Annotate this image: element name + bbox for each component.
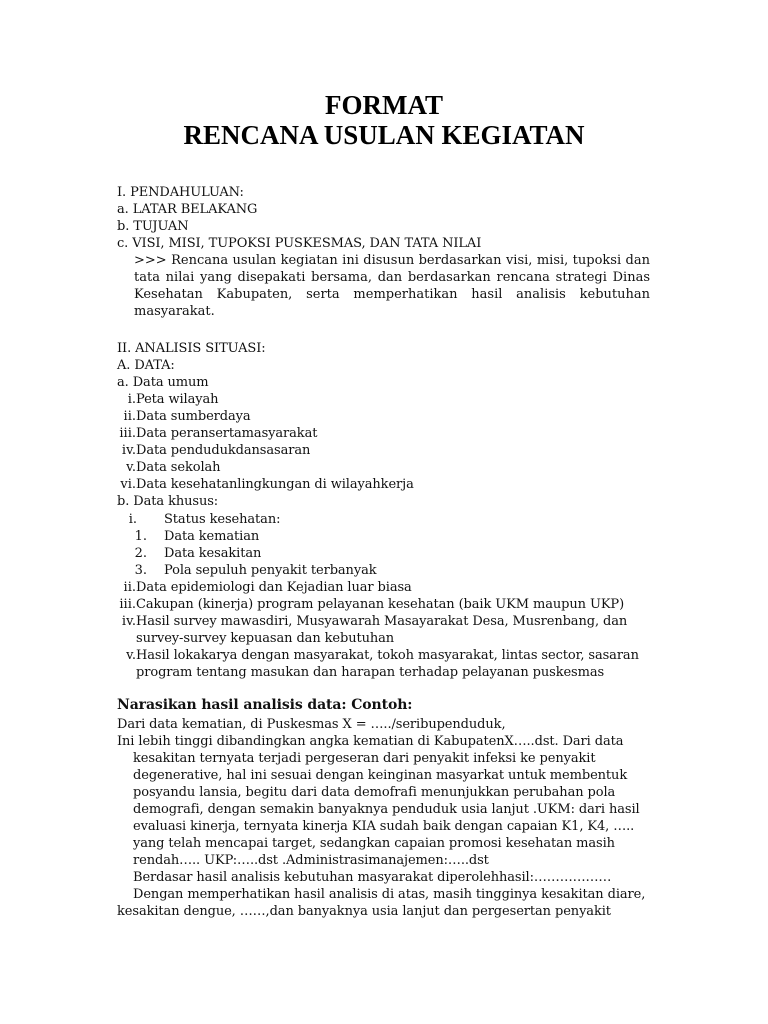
list-number: vi.	[120, 477, 136, 492]
list-number: ii.	[123, 580, 136, 595]
list-item: Data sekolah	[136, 460, 221, 475]
list-item: Hasil survey mawasdiri, Musyawarah Masayarakat Desa, Musrenbang, dan	[136, 614, 628, 629]
list-number: ii.	[123, 409, 136, 424]
item-visi-misi: c. VISI, MISI, TUPOKSI PUSKESMAS, DAN TATA NILAI	[117, 236, 482, 251]
list-item-status-kesehatan: Status kesehatan:	[164, 512, 281, 527]
intro-paragraph	[134, 252, 650, 320]
item-tujuan: b. TUJUAN	[117, 219, 189, 234]
list-number: v.	[126, 460, 136, 475]
narasi-line: Dengan memperhatikan hasil analisis di atas, masih tingginya kesakitan diare,	[133, 887, 646, 902]
item-latar-belakang: a. LATAR BELAKANG	[117, 202, 258, 217]
narasi-line: yang telah mencapai target, sedangkan capaian promosi kesehatan masih	[133, 836, 615, 851]
narasi-line: posyandu lansia, begitu dari data demofrafi menunjukkan perubahan pola	[133, 785, 616, 800]
list-item: Hasil lokakarya dengan masyarakat, tokoh masyarakat, lintas sector, sasaran	[136, 648, 639, 663]
item-data-khusus: b. Data khusus:	[117, 494, 219, 509]
list-number: i.	[128, 512, 137, 527]
narasi-heading: Narasikan hasil analisis data: Contoh:	[117, 697, 413, 713]
list-item: Data epidemiologi dan Kejadian luar biasa	[136, 580, 412, 595]
narasi-line: Berdasar hasil analisis kebutuhan masyarakat diperolehhasil:………………	[133, 870, 612, 885]
section-1-heading: I. PENDAHULUAN:	[117, 185, 244, 200]
paragraph-line: masyarakat.	[134, 304, 215, 319]
list-item: Data pendudukdansasaran	[136, 443, 311, 458]
list-number: iii.	[119, 426, 136, 441]
title-format: FORMAT	[325, 90, 443, 120]
title-rencana-usulan-kegiatan: RENCANA USULAN KEGIATAN	[183, 120, 585, 150]
narasi-line: degenerative, hal ini sesuai dengan keinginan masyarkat untuk membentuk	[133, 768, 628, 783]
list-item: Data kesakitan	[164, 546, 262, 561]
narasi-line: evaluasi kinerja, ternyata kinerja KIA sudah baik dengan capaian K1, K4, …..	[133, 819, 635, 834]
list-number: 1.	[134, 529, 147, 544]
narasi-line: kesakitan dengue, ……,dan banyaknya usia lanjut dan pergesertan penyakit	[117, 904, 611, 919]
list-item: Data kesehatanlingkungan di wilayahkerja	[136, 477, 414, 492]
list-item: Data sumberdaya	[136, 409, 251, 424]
list-item: Data kematian	[164, 529, 260, 544]
list-number: 2.	[134, 546, 147, 561]
list-item: Peta wilayah	[136, 392, 219, 407]
paragraph-line: tata nilai yang disepakati bersama, dan berdasarkan rencana strategi Dinas	[134, 270, 650, 285]
list-number: i.	[127, 392, 136, 407]
item-data: A. DATA:	[117, 358, 175, 373]
list-item: Cakupan (kinerja) program pelayanan kesehatan (baik UKM maupun UKP)	[136, 597, 625, 612]
narasi-line: rendah….. UKP:…..dst .Administrasimanajemen:…..dst	[133, 853, 489, 868]
narasi-line: Ini lebih tinggi dibandingkan angka kematian di KabupatenX…..dst. Dari data	[117, 734, 624, 749]
list-item-continued: survey-survey kepuasan dan kebutuhan	[136, 631, 395, 646]
list-number: 3.	[134, 563, 147, 578]
narasi-line: demografi, dengan semakin banyaknya penduduk usia lanjut .UKM: dari hasil	[133, 802, 640, 817]
narasi-line: kesakitan ternyata terjadi pergeseran dari penyakit infeksi ke penyakit	[133, 751, 596, 766]
list-number: iii.	[119, 597, 136, 612]
list-item-continued: program tentang masukan dan harapan terhadap pelayanan puskesmas	[136, 665, 605, 680]
list-item: Pola sepuluh penyakit terbanyak	[164, 563, 377, 578]
list-item: Data peransertamasyarakat	[136, 426, 318, 441]
list-number: iv.	[121, 443, 136, 458]
list-number: iv.	[121, 614, 136, 629]
narasi-line: Dari data kematian, di Puskesmas X = …../seribupenduduk,	[117, 717, 506, 732]
list-number: v.	[126, 648, 136, 663]
paragraph-line: >>> Rencana usulan kegiatan ini disusun berdasarkan visi, misi, tupoksi dan	[134, 253, 650, 268]
paragraph-line: Kesehatan Kabupaten, serta memperhatikan hasil analisis kebutuhan	[134, 287, 650, 302]
section-2-heading: II. ANALISIS SITUASI:	[117, 341, 266, 356]
item-data-umum: a. Data umum	[117, 375, 209, 390]
